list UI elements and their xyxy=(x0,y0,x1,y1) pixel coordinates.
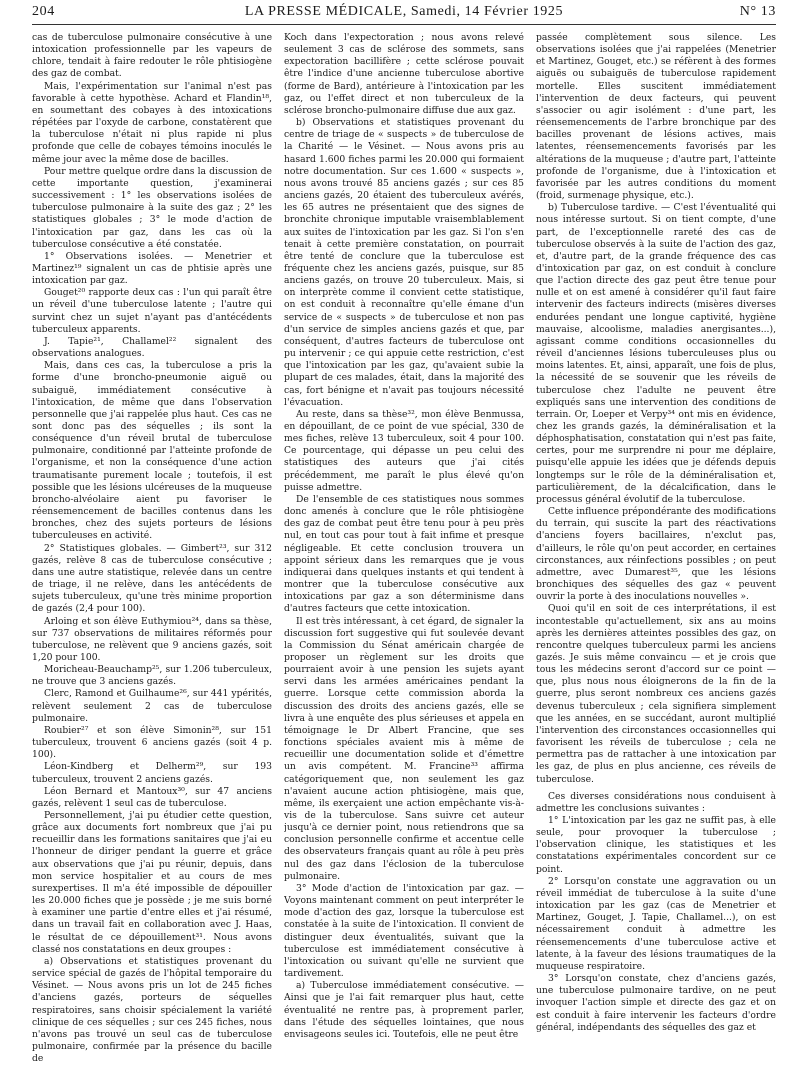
journal-title: LA PRESSE MÉDICALE, Samedi, 14 Février 1925 xyxy=(244,4,564,19)
paragraph: J. Tapie²¹, Challamel²² signalent des observations analogues. xyxy=(32,335,272,360)
paragraph: Quoi qu'il en soit de ces interprétations, il est incontestable qu'actuellement, six ans au moins après les dernières atteintes possibles des gaz, on rencontre quelques tuberculeux parmi les anciens gazés. Je suis même convaincu — et je crois que tous les médecins seront d'accord sur ce point — que, plus nous nous éloignerons de la fin de la guerre, plus seront nombreux ces anciens gazés devenus tuberculeux ; cela signifiera simplement que les années, en se succédant, auront multiplié l'intervention des circonstances occasionnelles qui favorisent les réveils de tuberculose ; cela ne permettra pas de rattacher à une intoxication par les gaz, de plus en plus ancienne, ces réveils de tuberculose. xyxy=(536,603,776,785)
paragraph: Moricheau-Beauchamp²⁵, sur 1.206 tuberculeux, ne trouve que 3 anciens gazés. xyxy=(32,664,272,688)
paragraph: Gouget²⁰ rapporte deux cas : l'un qui paraît être un réveil d'une tuberculose latente ; l'autre qui survint chez un sujet n'ayant pas d'antécédents tuberculeux apparents. xyxy=(32,287,272,335)
column-1 xyxy=(32,32,272,1078)
paragraph: Mais, dans ces cas, la tuberculose a pris la forme d'une broncho-pneumonie aiguë ou subaiguë, immédiatement consécutive à l'intoxication, de même que dans l'observation personnelle que j'ai rappelée plus haut. Ces cas ne sont donc pas des séquelles ; ils sont la conséquence d'un réveil brutal de tuberculose pulmonaire, conditionné par l'atteinte profonde de l'organisme, et non la conséquence d'une action traumatisante purement locale ; toutefois, il est possible que les lésions ulcéreuses de la muqueuse broncho-alvéolaire aient pu favoriser le réensemencement de bacilles contenus dans les bronches, chez des sujets porteurs de lésions tuberculeuses en activité. xyxy=(32,360,272,542)
paragraph: Léon Bernard et Mantoux³⁰, sur 47 anciens gazés, relèvent 1 seul cas de tuberculose. xyxy=(32,785,272,809)
column-2 xyxy=(284,32,524,1078)
paragraph: b) Observations et statistiques provenant du centre de triage de « suspects » de tuberculose de la Charité — le Vésinet. — Nous avons pris au hasard 1.600 fiches parmi les 20.000 qui formaient notre documentation. Sur ces 1.600 « suspects », nous avons trouvé 85 anciens gazés ; sur ces 85 anciens gazés, 20 étaient des tuberculeux avérés, les 65 autres ne présentaient que des signes de bronchite chronique imputable vraisemblablement aux suites de l'intoxication par les gaz. Si l'on s'en tenait à cette première constatation, on pourrait être tenté de conclure que la tuberculose est fréquente chez les anciens gazés, puisque, sur 85 anciens gazés, on trouve 20 tuberculeux. Mais, si on interprète comme il convient cette statistique, on est conduit à reconnaître qu'elle émane d'un service de « suspects » de tuberculose et non pas d'un service de simples anciens gazés et que, par conséquent, d'autres facteurs de tuberculose ont pu intervenir ; ce qui appuie cette restriction, c'est que l'intoxication par les gaz, qu'avaient subie la plupart de ces malades, était, dans la majorité des cas, fort bénigne et n'avait pas toujours nécessité l'évacuation. xyxy=(284,117,524,408)
paragraph: Koch dans l'expectoration ; nous avons relevé seulement 3 cas de sclérose des sommets, sans expectoration bacillifère ; cette sclérose pouvait être l'indice d'une ancienne tuberculose abortive (forme de Bard), antérieure à l'intoxication par les gaz, ou l'effet direct et non tuberculeux de la sclérose broncho-pulmonaire diffuse due aux gaz. xyxy=(284,32,524,116)
paragraph: b) Tuberculose tardive. — C'est l'éventualité qui nous intéresse surtout. Si on tient compte, d'une part, de l'exceptionnelle rareté des cas de tuberculose observés à la suite de l'action des gaz, et, d'autre part, de la grande fréquence des cas d'intoxication par gaz, on est conduit à conclure que l'action directe des gaz peut être tenue pour nulle et on est amené à considérer qu'il faut faire intervenir des facteurs indirects (misères diverses endurées pendant une longue captivité, hygiène mauvaise, alcoolisme, maladies anergisantes...), agissant comme conditions occasionnelles du réveil d'anciennes lésions tuberculeuses plus ou moins latentes. Et, ainsi, apparaît, une fois de plus, la nécessité de se souvenir que les réveils de tuberculose chez l'adulte ne peuvent être expliqués sans une intervention des conditions de terrain. Or, Loeper et Verpy³⁴ ont mis en évidence, chez les grands gazés, la déminéralisation et la déphosphatisation, constatation qui n'est pas faite, certes, pour me surprendre ni pour me déplaire, puisqu'elle appuie les idées que je défends depuis longtemps sur le rôle de la déminéralisation et, particulièrement, de la décalcification, dans le processus général évolutif de la tuberculose. xyxy=(536,202,776,505)
paragraph: Clerc, Ramond et Guilhaume²⁶, sur 441 ypérités, relèvent seulement 2 cas de tuberculose pulmonaire. xyxy=(32,688,272,724)
paragraph: Arloing et son élève Euthymiou²⁴, dans sa thèse, sur 737 observations de militaires réformés pour tuberculose, ne relèvent que 9 anciens gazés, soit 1,20 pour 100. xyxy=(32,615,272,663)
paragraph: cas de tuberculose pulmonaire consécutive à une intoxication professionnelle par les vapeurs de chlore, tendait à faire redouter le rôle phtisiogène des gaz de combat. xyxy=(32,32,272,80)
paragraph: a) Tuberculose immédiatement consécutive. — Ainsi que je l'ai fait remarquer plus haut, cette éventualité ne rentre pas, à proprement parler, dans l'étude des séquelles lointaines, que nous envisageons seules ici. Toutefois, elle ne peut être xyxy=(284,980,524,1040)
paragraph: Léon-Kindberg et Delherm²⁹, sur 193 tuberculeux, trouvent 2 anciens gazés. xyxy=(32,761,272,785)
column-3 xyxy=(536,32,776,1078)
paragraph: Roubier²⁷ et son élève Simonin²⁸, sur 151 tuberculeux, trouvent 6 anciens gazés (soit 4 p. 100). xyxy=(32,724,272,761)
page-header xyxy=(32,2,776,25)
paragraph: passée complètement sous silence. Les observations isolées que j'ai rappelées (Menetrier et Martinez, Gouget, etc.) se réfèrent à des formes aiguës ou subaiguës de tuberculose rapidement mortelle. Elles suscitent immédiatement l'intervention de deux facteurs, qui peuvent s'associer ou agir isolément : d'une part, les réensemencements de l'arbre bronchique par des bacilles provenant de lésions actives, mais latentes, réensemencements favorisés par les altérations de la muqueuse ; d'autre part, l'atteinte profonde de l'organisme, due à l'intoxication et favorisée par les autres conditions du moment (froid, surmenage physique, etc.). xyxy=(536,32,776,202)
paragraph: a) Observations et statistiques provenant du service spécial de gazés de l'hôpital temporaire du Vésinet. — Nous avons pris un lot de 245 fiches d'anciens gazés, porteurs de séquelles respiratoires, sans choisir spécialement la variété clinique de ces séquelles ; sur ces 245 fiches, nous n'avons pas trouvé un seul cas de tuberculose pulmonaire, confirmée par la présence du bacille de xyxy=(32,955,272,1065)
paragraph: Il est très intéressant, à cet égard, de signaler la discussion fort suggestive qui fut soulevée devant la Commission du Sénat américain chargée de proposer un règlement sur les droits que pourraient avoir à une pension les sujets ayant servi dans les armées américaines pendant la guerre. Lorsque cette commission aborda la discussion des droits des anciens gazés, elle se livra à une enquête des plus sérieuses et appela en témoignage le Dr Albert Francine, que ses fonctions spéciales avaient mis à même de recueillir une documentation solide et d'émettre un avis compétent. M. Francine³³ affirma catégoriquement que, non seulement les gaz n'avaient aucune action phtisiogène, mais que, même, ils exerçaient une action empêchante vis-à-vis de la tuberculose. Sans suivre cet auteur jusqu'à ce dernier point, nous retiendrons que sa conclusion personnelle confirme et accentue celle des observateurs français quant au rôle à peu près nul des gaz dans l'éclosion de la tuberculose pulmonaire. xyxy=(284,615,524,882)
paragraph: 3° Lorsqu'on constate, chez d'anciens gazés, une tuberculose pulmonaire tardive, on ne peut invoquer l'action simple et directe des gaz et on est conduit à faire intervenir les facteurs d'ordre général, indépendants des séquelles des gaz et xyxy=(536,973,776,1033)
paragraph: 1° L'intoxication par les gaz ne suffit pas, à elle seule, pour provoquer la tuberculose ; l'observation clinique, les statistiques et les constatations expérimentales concordent sur ce point. xyxy=(536,815,776,875)
paragraph: Ces diverses considérations nous conduisent à admettre les conclusions suivantes : xyxy=(536,790,776,814)
paragraph: De l'ensemble de ces statistiques nous sommes donc amenés à conclure que le rôle phtisiogène des gaz de combat peut être tenu pour à peu près nul, en tout cas pour tout à fait infime et presque négligeable. Et cette conclusion trouvera un appoint sérieux dans les remarques que je vous indiquerai dans quelques instants et qui tendent à montrer que la tuberculose consécutive aux intoxications par gaz a son déterminisme dans d'autres facteurs que cette intoxication. xyxy=(284,493,524,615)
issue-number: N° 13 xyxy=(739,4,776,19)
paragraph: Pour mettre quelque ordre dans la discussion de cette importante question, j'examinerai successivement : 1° les observations isolées de tuberculose pulmonaire à la suite des gaz ; 2° les statistiques globales ; 3° le mode d'action de l'intoxication par gaz, dans les cas où la tuberculose consécutive a été constatée. xyxy=(32,165,272,250)
paragraph: 2° Statistiques globales. — Gimbert²³, sur 312 gazés, relève 8 cas de tuberculose consécutive ; dans une autre statistique, relevée dans un centre de triage, il ne relève, dans les antécédents de sujets tuberculeux, qu'une très minime proportion de gazés (2,4 pour 100). xyxy=(32,542,272,615)
page-number: 204 xyxy=(32,4,55,19)
paragraph: 2° Lorsqu'on constate une aggravation ou un réveil immédiat de tuberculose à la suite d'une intoxication par les gaz (cas de Menetrier et Martinez, Gouget, J. Tapie, Challamel...), on est nécessairement conduit à admettre les réensemencements d'une tuberculose active et latente, à la faveur des lésions traumatiques de la muqueuse respiratoire. xyxy=(536,875,776,972)
paragraph: Au reste, dans sa thèse³², mon élève Benmussa, en dépouillant, de ce point de vue spécial, 330 de mes fiches, relève 13 tuberculeux, soit 4 pour 100. Ce pourcentage, qui dépasse un peu celui des statistiques des auteurs que j'ai cités précédemment, me paraît le plus élevé qu'on puisse admettre. xyxy=(284,408,524,493)
paragraph: Mais, l'expérimentation sur l'animal n'est pas favorable à cette hypothèse. Achard et Flandin¹⁸, en soumettant des cobayes à des intoxications répétées par l'oxyde de carbone, constatèrent que la tuberculose n'était ni plus rapide ni plus profonde que celle de cobayes témoins inoculés le même jour avec la même dose de bacilles. xyxy=(32,80,272,165)
paragraph: Personnellement, j'ai pu étudier cette question, grâce aux documents fort nombreux que j'ai pu recueillir dans les formations sanitaires que j'ai eu l'honneur de diriger pendant la guerre et grâce aux observations que j'ai pu réunir, depuis, dans mon service hospitalier et au cours de mes surexpertises. Il m'a été impossible de dépouiller les 20.000 fiches que je possède ; je me suis borné à examiner une partie d'entre elles et j'ai résumé, dans un travail fait en collaboration avec J. Haas, le résultat de ce dépouillement³¹. Nous avons classé nos constatations en deux groupes : xyxy=(32,810,272,955)
paragraph: 3° Mode d'action de l'intoxication par gaz. — Voyons maintenant comment on peut interpréter le mode d'action des gaz, lorsque la tuberculose est constatée à la suite de l'intoxication. Il convient de distinguer deux éventualités, suivant que la tuberculose est immédiatement consécutive à l'intoxication ou suivant qu'elle ne survient que tardivement. xyxy=(284,882,524,980)
paragraph: Cette influence prépondérante des modifications du terrain, qui suscite la part des réactivations d'anciens foyers bacillaires, n'exclut pas, d'ailleurs, le rôle qu'on peut accorder, en certaines circonstances, aux réinfections possibles ; on peut admettre, avec Dumarest³⁵, que les lésions bronchiques des séquelles des gaz « peuvent ouvrir la porte à des inoculations nouvelles ». xyxy=(536,506,776,603)
paragraph: 1° Observations isolées. — Menetrier et Martinez¹⁹ signalent un cas de phtisie après une intoxication par gaz. xyxy=(32,250,272,287)
article-body xyxy=(32,32,776,1078)
